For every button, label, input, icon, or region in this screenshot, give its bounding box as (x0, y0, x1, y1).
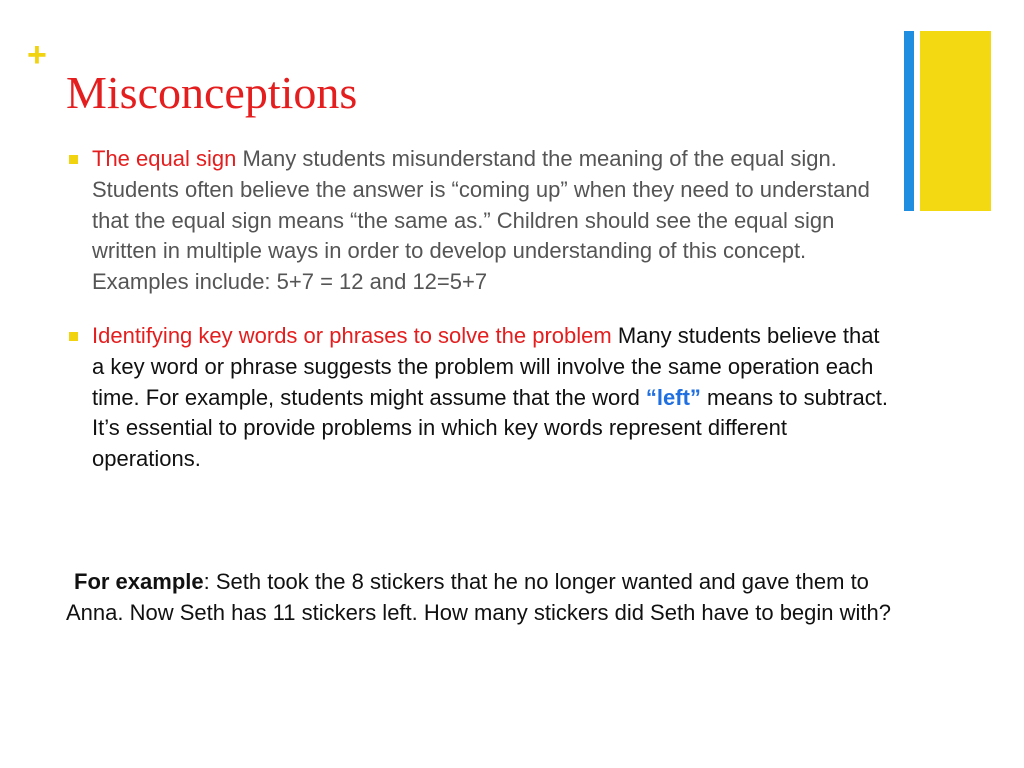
bullet-list (66, 144, 896, 475)
bullet-body-start: Many students believe that a key word or phrase suggests the problem will involve the same operation each time. For example, students might assume that the word (92, 322, 880, 410)
accent-bar-blue (904, 31, 914, 211)
slide-title: Misconceptions (66, 67, 358, 118)
highlighted-word: “left” (645, 384, 701, 410)
bullet-equal-sign (66, 144, 896, 298)
square-bullet-icon (69, 155, 78, 164)
example-text: : Seth took the 8 stickers that he no longer wanted and gave them to Anna. Now Seth has 11 stickers left. How many stickers did Seth have to begin with? (66, 569, 891, 625)
bullet-body: Many students misunderstand the meaning of the equal sign. Students often believe the answer is “coming up” when they need to understand that the equal sign means “the same as.” Children should see the equal sign written in multiple ways in order to develop understanding of this concept. Examples include: 5+7 = 12 and 12=5+7 (92, 146, 870, 295)
example-label: For example (74, 569, 204, 594)
square-bullet-icon (69, 332, 78, 341)
plus-icon: + (27, 36, 47, 74)
bullet-body-end: means to subtract. It’s essential to provide problems in which key words represent different operations. (92, 384, 889, 472)
bullet-key-words (66, 321, 896, 475)
example-paragraph (66, 567, 896, 629)
bullet-lead: The equal sign (92, 146, 237, 171)
bullet-lead: Identifying key words or phrases to solve the problem (92, 322, 612, 348)
accent-block-yellow (920, 31, 991, 211)
